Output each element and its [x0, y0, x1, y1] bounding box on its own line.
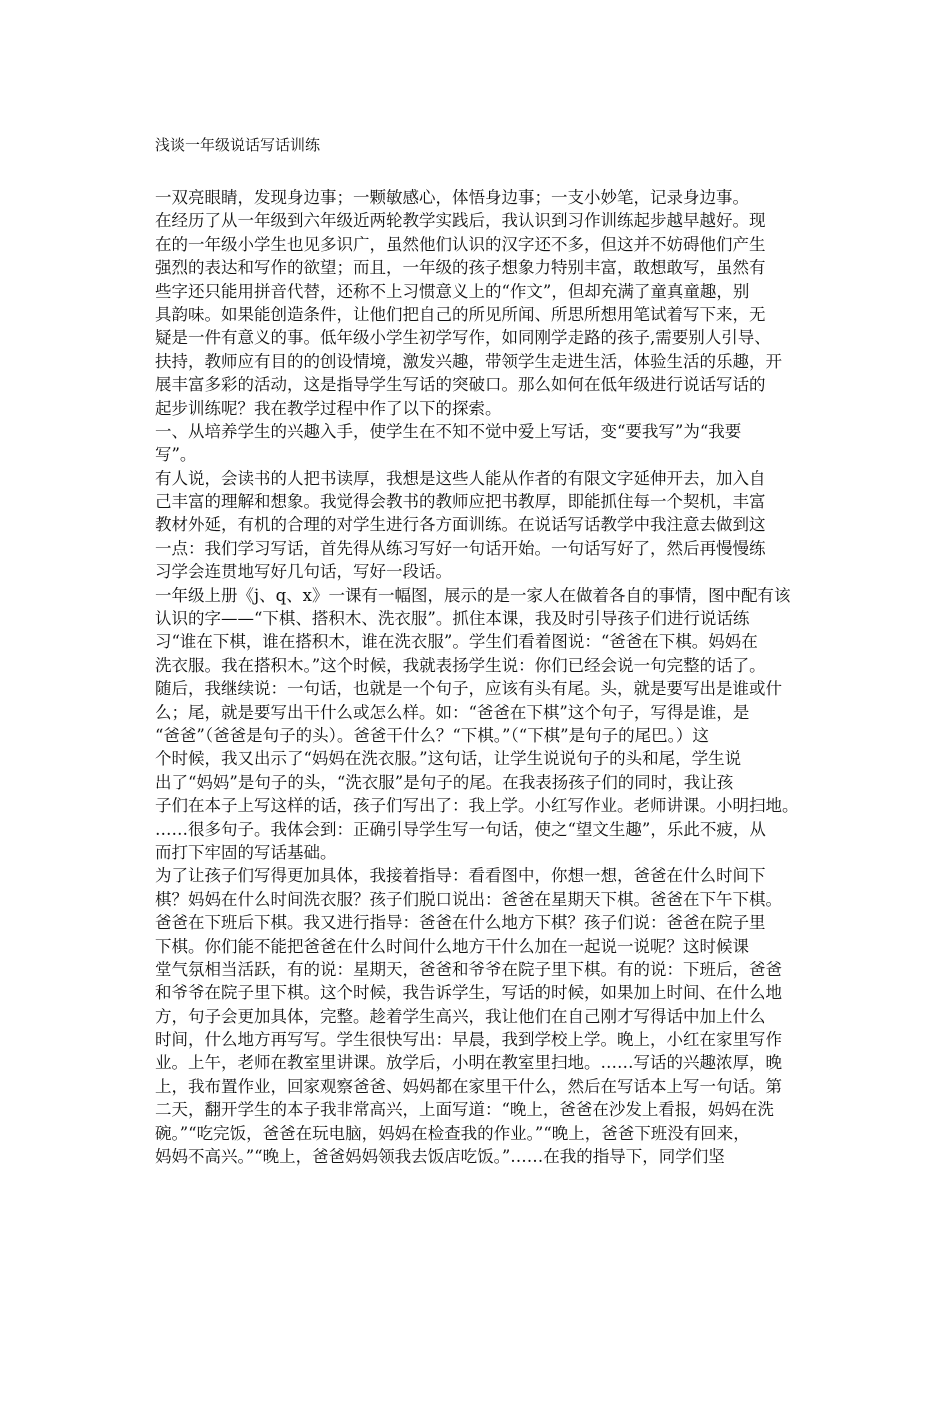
text-line: 上，我布置作业，回家观察爸爸、妈妈都在家里干什么，然后在写话本上写一句话。第	[155, 1076, 782, 1096]
text-line: 和爷爷在院子里下棋。这个时候，我告诉学生，写话的时候，如果加上时间、在什么地	[155, 983, 782, 1003]
text-line: 妈妈不高兴。”“晚上，爸爸妈妈领我去饭店吃饭。”……在我的指导下，同学们坚	[155, 1147, 725, 1167]
text-line: 写”。	[155, 445, 197, 465]
text-line: 洗衣服。我在搭积木。”这个时候，我就表扬学生说：你们已经会说一句完整的话了。	[155, 655, 766, 675]
text-line: 习学会连贯地写好几句话，写好一段话。	[155, 562, 452, 582]
text-line: 个时候，我又出示了“妈妈在洗衣服。”这句话，让学生说说句子的头和尾，学生说	[155, 749, 742, 769]
text-line: 随后，我继续说：一句话，也就是一个句子，应该有头有尾。头，就是要写出是谁或什	[155, 679, 782, 699]
text-line: 扶持，教师应有目的的创设情境，激发兴趣，带领学生走进生活，体验生活的乐趣，开	[155, 351, 782, 371]
text-line: 方，句子会更加具体，完整。趁着学生高兴，我让他们在自己刚才写得话中加上什么	[155, 1006, 766, 1026]
text-line: 疑是一件有意义的事。低年级小学生初学写作，如同刚学走路的孩子,需要别人引导、	[155, 328, 771, 348]
text-line: 棋？妈妈在什么时间洗衣服？孩子们脱口说出：爸爸在星期天下棋。爸爸在下午下棋。	[155, 889, 782, 909]
text-line: 起步训练呢？我在教学过程中作了以下的探索。	[155, 398, 502, 418]
text-line: 而打下牢固的写话基础。	[155, 842, 337, 862]
text-line: ……很多句子。我体会到：正确引导学生写一句话，使之“望文生趣”，乐此不疲，从	[155, 819, 766, 839]
text-line: 子们在本子上写这样的话，孩子们写出了：我上学。小红写作业。老师讲课。小明扫地。	[155, 796, 799, 816]
text-line: 展丰富多彩的活动，这是指导学生写话的突破口。那么如何在低年级进行说话写话的	[155, 375, 766, 395]
text-line: 教材外延，有机的合理的对学生进行各方面训练。在说话写话教学中我注意去做到这	[155, 515, 766, 535]
text-line: 认识的字——“下棋、搭积木、洗衣服”。抓住本课，我及时引导孩子们进行说话练	[155, 609, 750, 629]
text-line: 碗。”“吃完饭，爸爸在玩电脑，妈妈在检查我的作业。”“晚上，爸爸下班没有回来，	[155, 1123, 750, 1143]
document-title: 浅谈一年级说话写话训练	[155, 136, 321, 154]
text-line: 出了“妈妈”是句子的头，“洗衣服”是句子的尾。在我表扬孩子们的同时，我让孩	[155, 772, 734, 792]
text-line: 业。上午，老师在教室里讲课。放学后，小明在教室里扫地。……写话的兴趣浓厚，晚	[155, 1053, 782, 1073]
text-line: 下棋。你们能不能把爸爸在什么时间什么地方干什么加在一起说一说呢？这时候课	[155, 936, 749, 956]
text-line: 己丰富的理解和想象。我觉得会教书的教师应把书教厚，即能抓住每一个契机，丰富	[155, 492, 766, 512]
text-line: 一年级上册《j、q、x》一课有一幅图，展示的是一家人在做着各自的事情，图中配有该	[155, 585, 791, 605]
text-line: 在的一年级小学生也见多识广，虽然他们认识的汉字还不多，但这并不妨碍他们产生	[155, 234, 766, 254]
document-body	[155, 186, 805, 1168]
text-line: 习“谁在下棋，谁在搭积木，谁在洗衣服”。学生们看着图说：“爸爸在下棋。妈妈在	[155, 632, 758, 652]
text-line: 有人说，会读书的人把书读厚，我想是这些人能从作者的有限文字延伸开去，加入自	[155, 468, 766, 488]
text-line: 一、从培养学生的兴趣入手，使学生在不知不觉中爱上写话，变“要我写”为“我要	[155, 421, 742, 441]
text-line: 为了让孩子们写得更加具体，我接着指导：看看图中，你想一想，爸爸在什么时间下	[155, 866, 766, 886]
text-line: 一双亮眼睛，发现身边事；一颗敏感心，体悟身边事；一支小妙笔，记录身边事。	[155, 188, 749, 207]
text-line: “爸爸”（爸爸是句子的头）。爸爸干什么？“下棋。”（“下棋”是句子的尾巴。）这	[155, 725, 709, 745]
text-line: 堂气氛相当活跃，有的说：星期天，爸爸和爷爷在院子里下棋。有的说：下班后，爸爸	[155, 959, 782, 979]
text-line: 二天，翻开学生的本子我非常高兴，上面写道：“晚上，爸爸在沙发上看报，妈妈在洗	[155, 1100, 774, 1120]
text-line: 些字还只能用拼音代替，还称不上习惯意义上的“作文”，但却充满了童真童趣，别	[155, 281, 750, 301]
text-line: 爸爸在下班后下棋。我又进行指导：爸爸在什么地方下棋？孩子们说：爸爸在院子里	[155, 913, 766, 933]
text-line: 一点：我们学习写话，首先得从练习写好一句话开始。一句话写好了，然后再慢慢练	[155, 538, 766, 558]
text-line: 具韵味。如果能创造条件，让他们把自己的所见所闻、所思所想用笔试着写下来，无	[155, 304, 766, 324]
text-line: 时间，什么地方再写写。学生很快写出：早晨，我到学校上学。晚上，小红在家里写作	[155, 1030, 782, 1050]
text-line: 么；尾，就是要写出干什么或怎么样。如：“爸爸在下棋”这个句子，写得是谁，是	[155, 702, 750, 722]
text-line: 强烈的表达和写作的欲望；而且，一年级的孩子想象力特别丰富，敢想敢写，虽然有	[155, 258, 766, 278]
text-line: 在经历了从一年级到六年级近两轮教学实践后，我认识到习作训练起步越早越好。现	[155, 211, 766, 231]
